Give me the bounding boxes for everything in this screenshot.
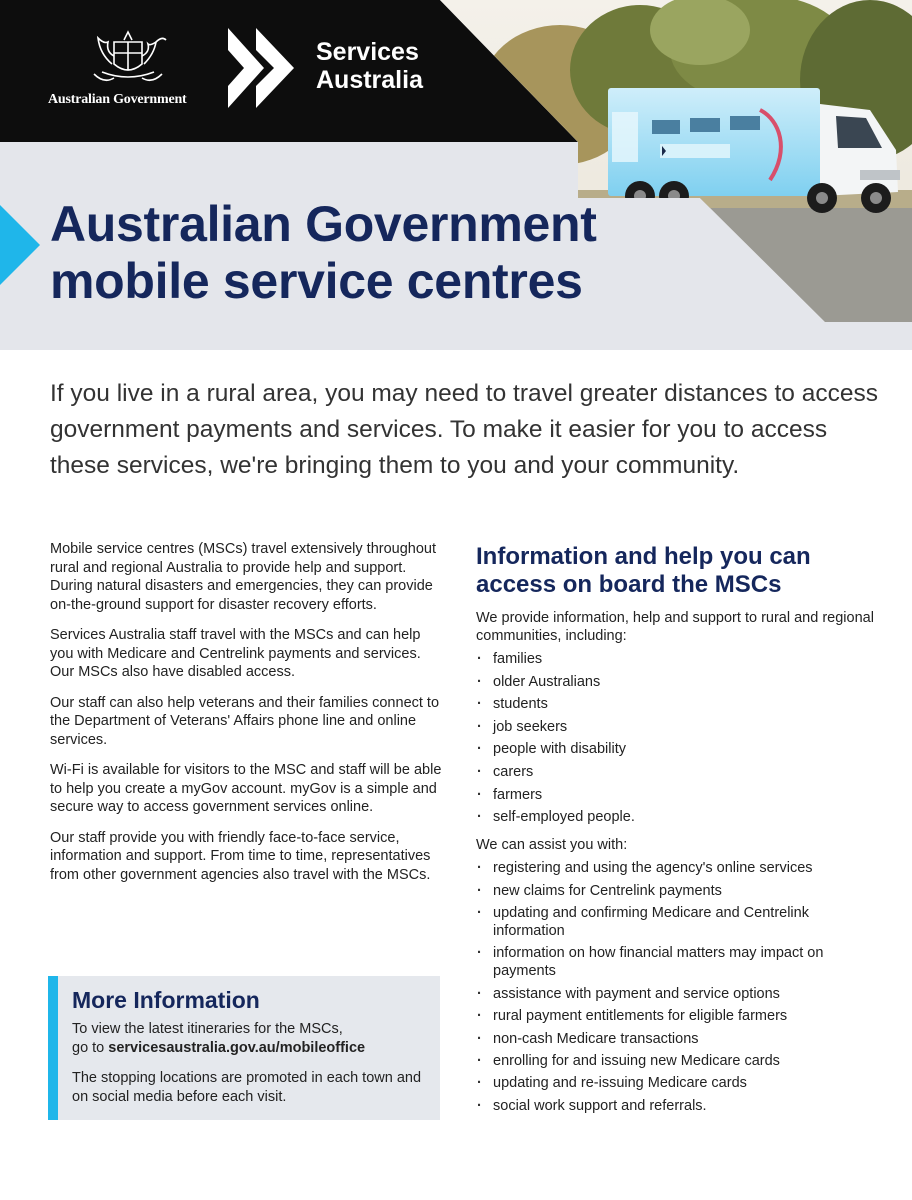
mobile-office-link[interactable]: servicesaustralia.gov.au/mobileoffice	[108, 1039, 366, 1056]
wordmark-line-australia: Australia	[316, 66, 423, 94]
more-information-panel	[48, 976, 440, 1120]
list-item: · non-cash Medicare transactions	[476, 1030, 876, 1048]
itinerary-text	[72, 1020, 426, 1057]
list-item: · carers	[476, 763, 876, 781]
list-item: · social work support and referrals.	[476, 1097, 876, 1115]
list-item: · students	[476, 695, 876, 713]
list-item: · updating and confirming Medicare and Centrelink information	[476, 904, 876, 940]
body-paragraph: Mobile service centres (MSCs) travel extensively throughout rural and regional Australia to provide help and support. During natural disasters and emergencies, they can provide on-the-ground support for disaster recovery efforts.	[50, 541, 437, 613]
list-item: · assistance with payment and service options	[476, 985, 876, 1003]
assistance-list	[476, 859, 876, 1115]
list-item: · self-employed people.	[476, 808, 876, 826]
communities-list	[476, 650, 876, 826]
services-australia-logo-icon	[226, 28, 298, 108]
list-item: · job seekers	[476, 718, 876, 736]
body-paragraph: Our staff provide you with friendly face-to-face service, information and support. From time to time, representatives from other government agencies also travel with the MSCs.	[50, 829, 431, 883]
list-item: · new claims for Centrelink payments	[476, 882, 876, 900]
list-item: · farmers	[476, 786, 876, 804]
list-item: · people with disability	[476, 740, 876, 758]
coat-of-arms-icon	[84, 24, 172, 88]
more-information-heading: More Information	[72, 987, 260, 1013]
page-title	[50, 196, 597, 310]
assist-intro: We can assist you with:	[476, 837, 628, 854]
list-item: · updating and re-issuing Medicare cards	[476, 1074, 876, 1092]
itinerary-line-2-prefix: go to	[72, 1039, 109, 1056]
itinerary-line-1: To view the latest itineraries for the MSCs,	[72, 1021, 343, 1037]
communities-intro: We provide information, help and support to rural and regional communities, including:	[476, 610, 874, 644]
body-paragraph: Services Australia staff travel with the MSCs and can help you with Medicare and Centrelink payments and services. Our MSCs also have disabled access.	[50, 627, 421, 680]
wordmark-line-services: Services	[316, 38, 419, 66]
body-paragraph: Wi-Fi is available for visitors to the MSC and staff will be able to help you create a myGov account. myGov is a simple and secure way to access government services online.	[50, 762, 442, 815]
intro-lead-paragraph: If you live in a rural area, you may need to travel greater distances to access government payments and services. To make it easier for you to access these services, we're bringing them to you and your community.	[50, 380, 878, 479]
stopping-locations-note: The stopping locations are promoted in each town and on social media before each visit.	[72, 1070, 422, 1105]
services-heading: Information and help you can access on board the MSCs	[476, 543, 811, 598]
list-item: · enrolling for and issuing new Medicare cards	[476, 1052, 876, 1070]
right-column	[476, 543, 876, 1125]
list-item: · families	[476, 650, 876, 668]
title-line-2: mobile service centres	[50, 253, 583, 309]
left-column	[50, 540, 445, 896]
body-paragraph: Our staff can also help veterans and their families connect to the Department of Veterans' Affairs phone line and online services.	[50, 694, 440, 748]
header-banner	[0, 0, 912, 350]
list-item: · information on how financial matters may impact on payments	[476, 944, 876, 980]
list-item: · older Australians	[476, 673, 876, 691]
list-item: · rural payment entitlements for eligible farmers	[476, 1007, 876, 1025]
government-wordmark: Australian Government	[48, 92, 187, 107]
services-australia-wordmark	[316, 38, 423, 94]
title-line-1: Australian Government	[50, 196, 597, 252]
list-item: · registering and using the agency's online services	[476, 859, 876, 877]
